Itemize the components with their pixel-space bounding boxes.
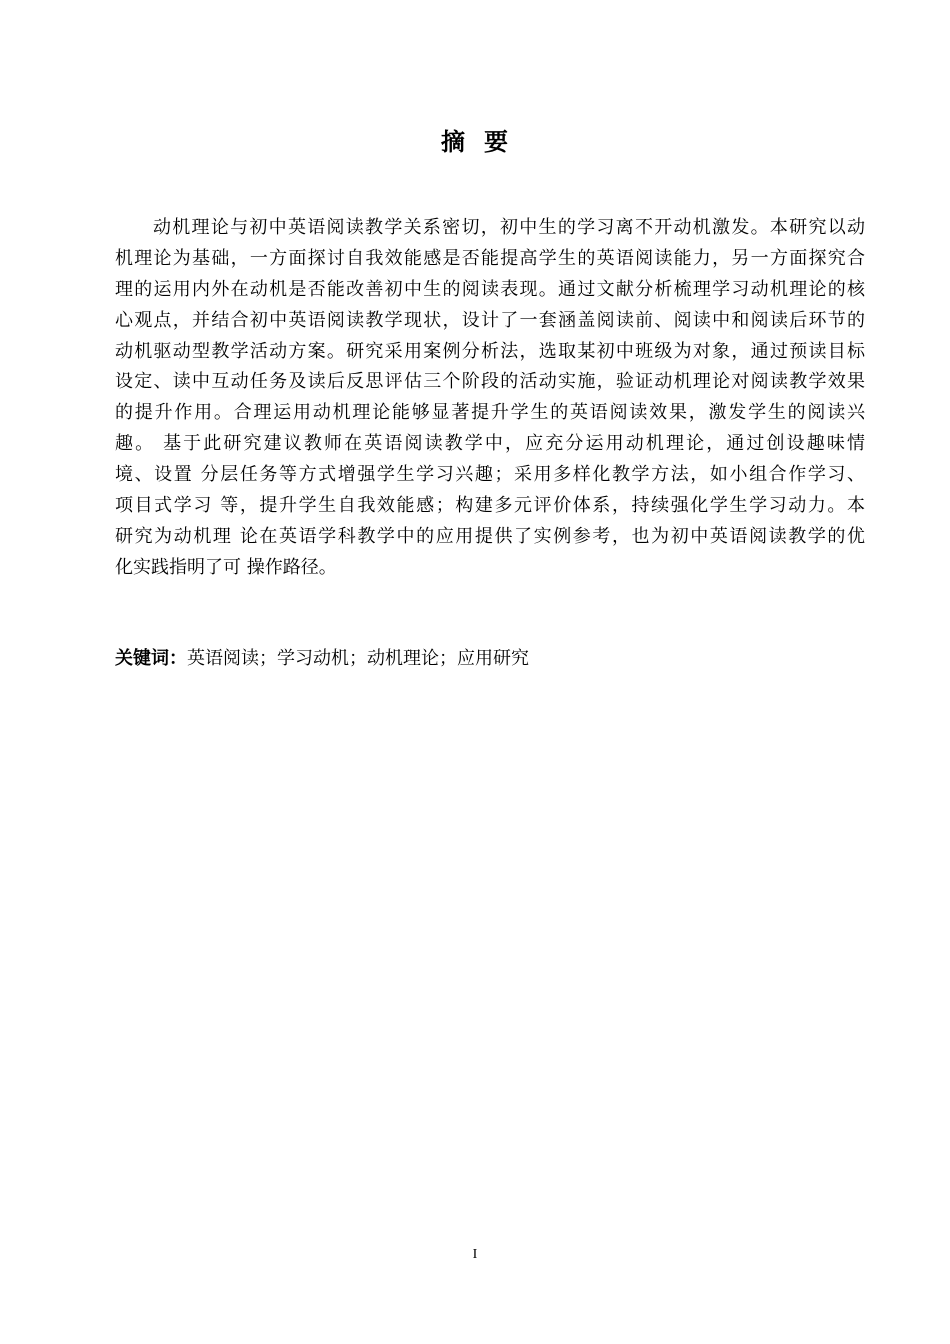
abstract-line: 境、设置 分层任务等方式增强学生学习兴趣；采用多样化教学方法，如小组合作学习、: [115, 464, 865, 486]
abstract-line: 理的运用内外在动机是否能改善初中生的阅读表现。通过文献分析梳理学习动机理论的核: [115, 278, 865, 300]
abstract-line: 设定、读中互动任务及读后反思评估三个阶段的活动实施，验证动机理论对阅读教学效果: [115, 371, 865, 393]
page-title: [0, 122, 950, 157]
abstract-body: [115, 213, 865, 584]
keywords: [115, 645, 529, 673]
abstract-line: 机理论为基础，一方面探讨自我效能感是否能提高学生的英语阅读能力，另一方面探究合: [115, 247, 865, 269]
keywords-text: 英语阅读；学习动机；动机理论；应用研究: [187, 648, 529, 669]
abstract-line: 趣。 基于此研究建议教师在英语阅读教学中，应充分运用动机理论，通过创设趣味情: [115, 433, 865, 455]
keywords-label: 关键词：: [115, 648, 187, 669]
abstract-line: 动机驱动型教学活动方案。研究采用案例分析法，选取某初中班级为对象，通过预读目标: [115, 340, 865, 362]
abstract-line: 心观点，并结合初中英语阅读教学现状，设计了一套涵盖阅读前、阅读中和阅读后环节的: [115, 309, 865, 331]
page-number: I: [472, 1247, 478, 1262]
abstract-line: 动机理论与初中英语阅读教学关系密切，初中生的学习离不开动机激发。本研究以动: [153, 217, 865, 238]
title-char-1: 摘: [441, 128, 466, 156]
abstract-line: 的提升作用。合理运用动机理论能够显著提升学生的英语阅读效果，激发学生的阅读兴: [115, 402, 865, 424]
abstract-line: 化实践指明了可 操作路径。: [115, 556, 337, 578]
title-char-2: 要: [484, 128, 509, 156]
abstract-line: 项目式学习 等，提升学生自我效能感；构建多元评价体系，持续强化学生学习动力。本: [115, 495, 865, 517]
abstract-line: 研究为动机理 论在英语学科教学中的应用提供了实例参考，也为初中英语阅读教学的优: [115, 525, 865, 547]
